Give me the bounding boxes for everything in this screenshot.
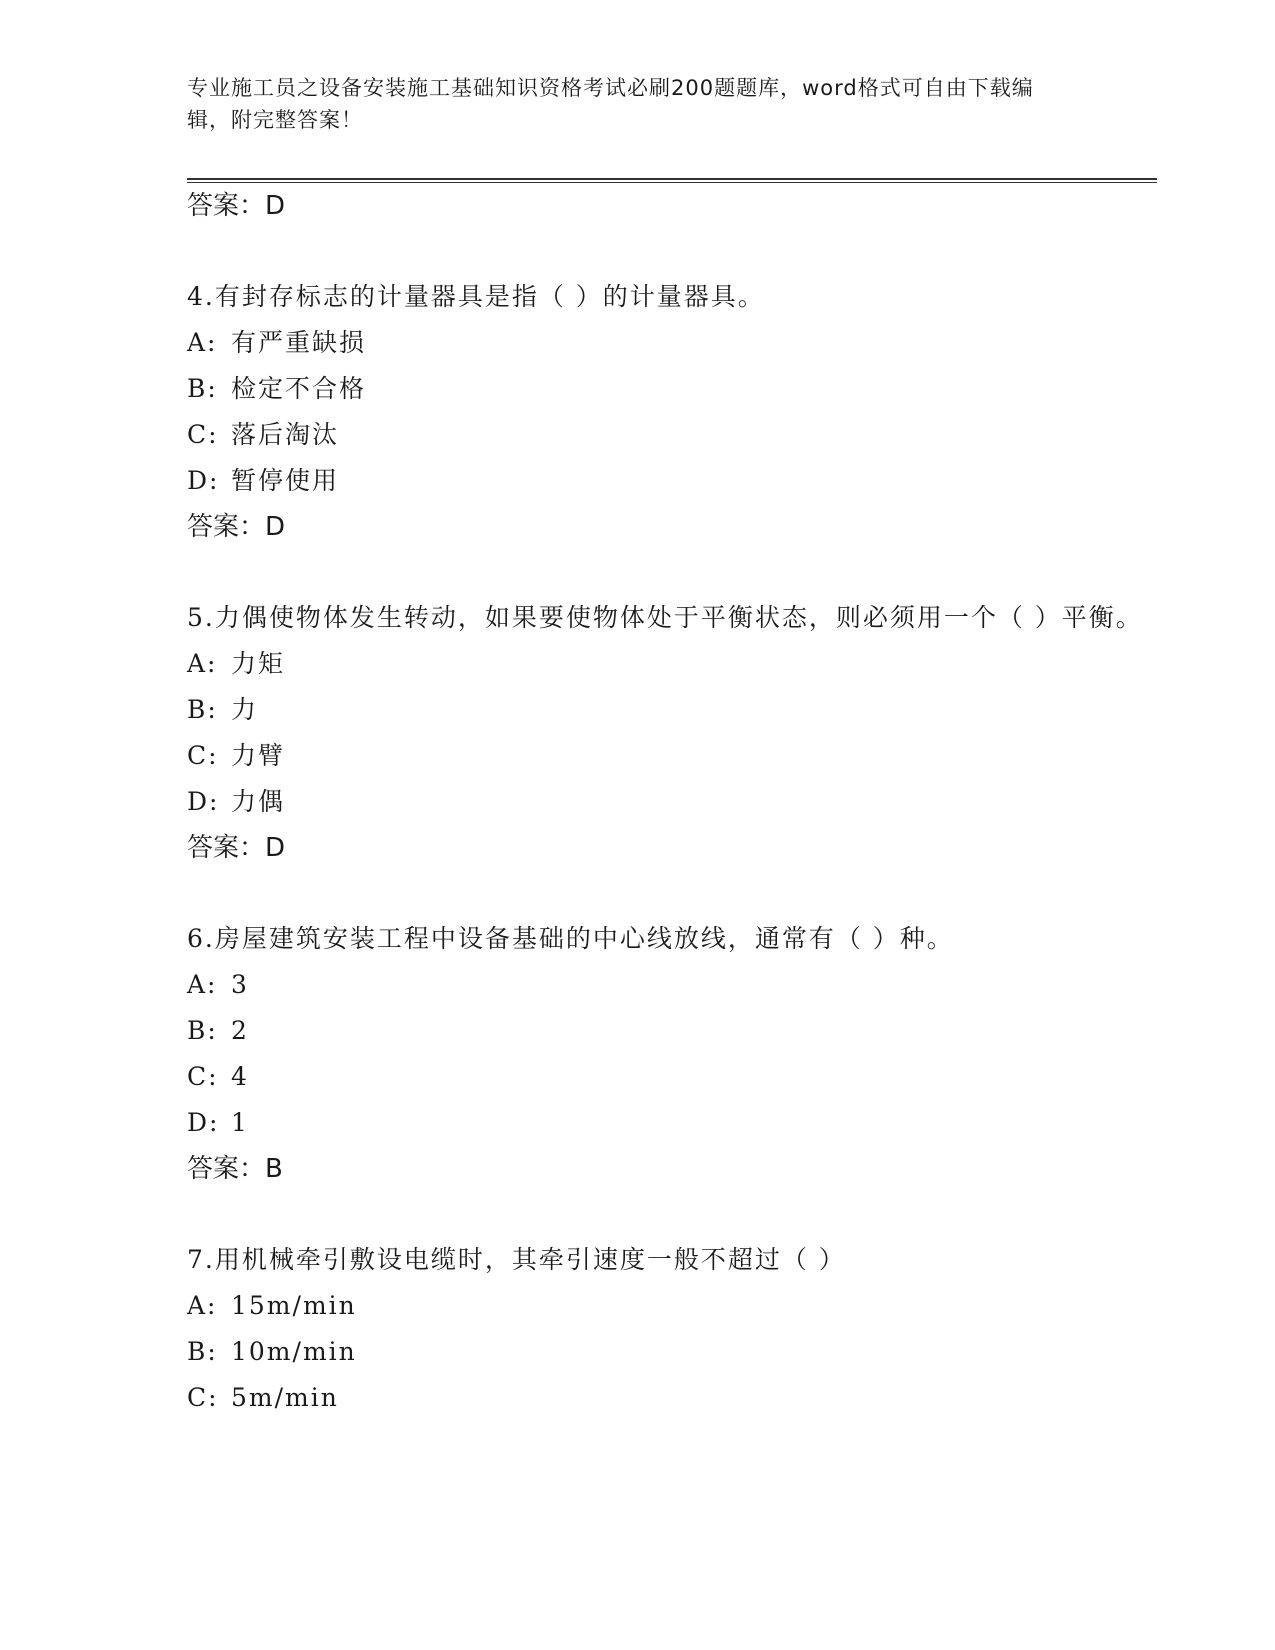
- option-a: [187, 641, 1157, 687]
- option-key: B:: [187, 374, 218, 403]
- option-d: [187, 458, 1157, 504]
- option-b: [187, 366, 1157, 412]
- answer-line: 答案：B: [187, 1154, 283, 1184]
- option-text: 10m/min: [231, 1337, 357, 1366]
- document-title: 专业施工员之设备安装施工基础知识资格考试必刷200题题库，word格式可自由下载编辑，附完整答案！: [187, 76, 1034, 132]
- option-text: 落后淘汰: [231, 420, 340, 449]
- question-text: 4.有封存标志的计量器具是指（ ）的计量器具。: [187, 282, 765, 311]
- option-key: D:: [187, 1108, 220, 1137]
- option-key: C:: [187, 741, 219, 770]
- option-key: A:: [187, 1291, 218, 1320]
- option-text: 检定不合格: [231, 374, 367, 403]
- option-key: A:: [187, 328, 218, 357]
- option-b: [187, 1329, 1157, 1375]
- question-text: 7.用机械牵引敷设电缆时，其牵引速度一般不超过（ ）: [187, 1245, 846, 1274]
- option-key: D:: [187, 787, 220, 816]
- option-c: [187, 1375, 1157, 1421]
- option-text: 3: [231, 970, 249, 999]
- option-key: B:: [187, 1337, 218, 1366]
- question-text: 5.力偶使物体发生转动，如果要使物体处于平衡状态，则必须用一个（ ）平衡。: [187, 603, 1143, 632]
- option-a: [187, 320, 1157, 366]
- option-text: 暂停使用: [231, 466, 340, 495]
- option-key: B:: [187, 695, 218, 724]
- option-key: B:: [187, 1016, 218, 1045]
- option-c: [187, 1054, 1157, 1100]
- question-text: 6.房屋建筑安装工程中设备基础的中心线放线，通常有（ ）种。: [187, 924, 954, 953]
- option-key: C:: [187, 1383, 219, 1412]
- option-c: [187, 733, 1157, 779]
- option-d: [187, 1100, 1157, 1146]
- option-key: C:: [187, 1062, 219, 1091]
- option-text: 力偶: [231, 787, 286, 816]
- option-key: D:: [187, 466, 220, 495]
- option-text: 5m/min: [231, 1383, 339, 1412]
- option-text: 15m/min: [231, 1291, 357, 1320]
- option-text: 2: [231, 1016, 249, 1045]
- answer-line: 答案：D: [187, 833, 286, 863]
- question-4: [187, 274, 1157, 550]
- question-7: [187, 1237, 1157, 1421]
- option-d: [187, 779, 1157, 825]
- option-key: C:: [187, 420, 219, 449]
- option-c: [187, 412, 1157, 458]
- option-a: [187, 1283, 1157, 1329]
- option-text: 力矩: [231, 649, 286, 678]
- option-text: 力: [231, 695, 259, 724]
- option-key: A:: [187, 649, 218, 678]
- option-b: [187, 687, 1157, 733]
- option-text: 力臂: [231, 741, 286, 770]
- option-text: 有严重缺损: [231, 328, 367, 357]
- document-page: [187, 72, 1157, 1421]
- previous-answer: 答案：D: [187, 191, 286, 221]
- answer-line: 答案：D: [187, 512, 286, 542]
- question-6: [187, 916, 1157, 1192]
- option-text: 4: [231, 1062, 249, 1091]
- option-b: [187, 1008, 1157, 1054]
- option-a: [187, 962, 1157, 1008]
- option-key: A:: [187, 970, 218, 999]
- option-text: 1: [231, 1108, 249, 1137]
- question-5: [187, 595, 1157, 871]
